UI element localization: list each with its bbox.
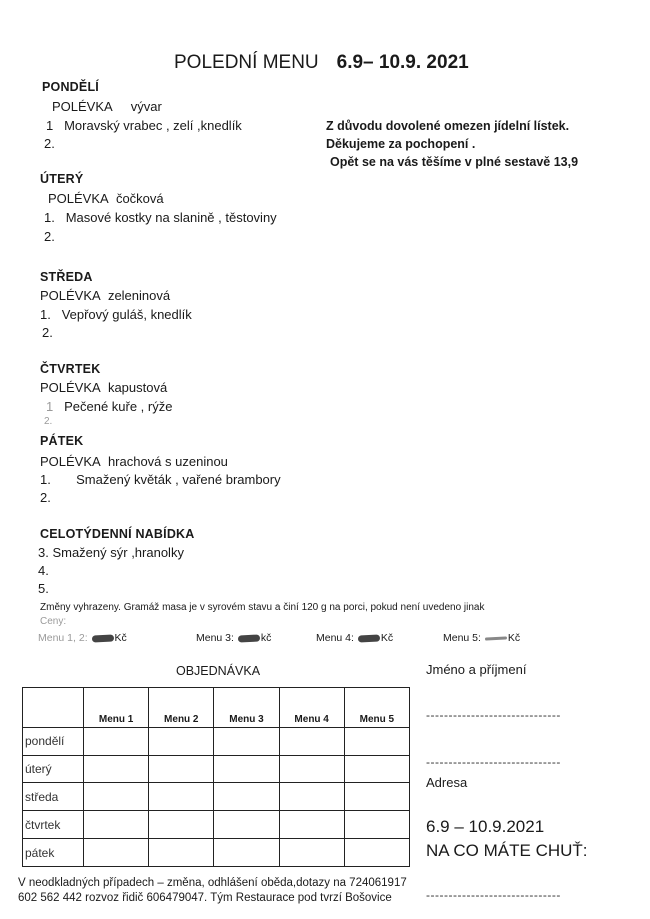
soup-label: POLÉVKA: [52, 99, 113, 114]
dish-1-monday: [46, 118, 242, 133]
price-label: Menu 4:: [316, 632, 354, 644]
price-label: Menu 1, 2:: [38, 632, 88, 644]
dish-2-thursday: 2.: [44, 416, 53, 427]
order-cell[interactable]: [344, 755, 409, 783]
soup-name: hrachová s uzeninou: [107, 454, 228, 469]
dish-1-wednesday: [40, 307, 192, 322]
price-label: Menu 5:: [443, 632, 481, 644]
dish-1-friday: [40, 472, 281, 487]
bottom-line: ------------------------------: [426, 888, 561, 902]
dish-name: Smažený květák , vařené brambory: [76, 472, 281, 487]
order-row-wednesday: [23, 783, 410, 811]
order-cell[interactable]: [214, 811, 279, 839]
order-cell[interactable]: [84, 839, 149, 867]
order-cell[interactable]: [279, 811, 344, 839]
order-table: [22, 687, 410, 867]
order-cell[interactable]: [344, 727, 409, 755]
order-cell[interactable]: [344, 839, 409, 867]
notice-line-1: Z důvodu dovolené omezen jídelní lístek.: [326, 119, 570, 133]
day-heading-friday: PÁTEK: [40, 434, 84, 448]
order-cell[interactable]: [279, 755, 344, 783]
soup-name: zeleninová: [107, 288, 171, 303]
page-title: [174, 52, 469, 74]
soup-line-tuesday: [48, 191, 164, 206]
order-cell[interactable]: [214, 755, 279, 783]
soup-line-friday: [40, 454, 228, 469]
order-col-menu-3: Menu 3: [214, 688, 279, 728]
day-heading-monday: PONDĚLÍ: [42, 80, 99, 94]
name-label: Jméno a příjmení: [426, 662, 527, 677]
order-col-menu-1: Menu 1: [84, 688, 149, 728]
dish-number: 1: [46, 118, 54, 133]
order-col-menu-4: Menu 4: [279, 688, 344, 728]
weekly-item-3: 3. Smažený sýr ,hranolky: [38, 545, 184, 560]
prices-label: Ceny:: [40, 616, 67, 627]
price-unit: kč: [260, 632, 272, 644]
order-cell[interactable]: [84, 755, 149, 783]
order-cell[interactable]: [149, 727, 214, 755]
notice-line-3: Opět se na vás těšíme v plné sestavě 13,9: [330, 155, 579, 169]
dish-1-tuesday: [44, 210, 277, 225]
dish-name: Moravský vrabec , zelí ,knedlík: [64, 118, 242, 133]
dish-name: Pečené kuře , rýže: [64, 399, 173, 414]
slogan: NA CO MÁTE CHUŤ:: [426, 841, 588, 860]
dish-2-friday: 2.: [40, 490, 51, 505]
dish-2-monday: 2.: [44, 136, 55, 151]
order-col-menu-5: Menu 5: [344, 688, 409, 728]
dish-2-wednesday: 2.: [42, 325, 53, 340]
dish-number: 1: [46, 399, 54, 414]
name-line[interactable]: ------------------------------: [426, 708, 561, 722]
soup-name: vývar: [130, 99, 162, 114]
order-row-label: úterý: [23, 755, 84, 783]
soup-line-thursday: [40, 380, 167, 395]
order-cell[interactable]: [214, 727, 279, 755]
redacted-price: [91, 634, 113, 642]
redacted-price: [485, 636, 507, 640]
day-heading-thursday: ČTVRTEK: [40, 362, 101, 376]
order-corner-cell: [23, 688, 84, 728]
order-row-thursday: [23, 811, 410, 839]
price-menu-4: [316, 632, 393, 644]
order-title: OBJEDNÁVKA: [176, 664, 261, 678]
price-unit: Kč: [507, 632, 521, 644]
menu-title: POLEDNÍ MENU: [174, 52, 319, 73]
order-cell[interactable]: [84, 727, 149, 755]
order-cell[interactable]: [279, 727, 344, 755]
order-cell[interactable]: [84, 811, 149, 839]
dish-number: 1.: [40, 472, 51, 487]
order-row-friday: [23, 839, 410, 867]
weekly-heading: CELOTÝDENNÍ NABÍDKA: [40, 527, 195, 541]
order-cell[interactable]: [149, 755, 214, 783]
day-heading-tuesday: ÚTERÝ: [40, 172, 84, 186]
order-row-label: pátek: [23, 839, 84, 867]
order-cell[interactable]: [149, 839, 214, 867]
dish-name: Masové kostky na slanině , těstoviny: [65, 210, 277, 225]
price-unit: Kč: [114, 632, 127, 644]
address-label: Adresa: [426, 775, 468, 790]
order-row-monday: [23, 727, 410, 755]
order-cell[interactable]: [344, 783, 409, 811]
order-cell[interactable]: [149, 811, 214, 839]
weekly-item-4: 4.: [38, 563, 49, 578]
order-header-row: [23, 688, 410, 728]
contact-line-1: V neodkladných případech – změna, odhlášení oběda,dotazy na 724061917: [18, 877, 407, 889]
soup-name: čočková: [115, 191, 164, 206]
soup-label: POLÉVKA: [40, 454, 101, 469]
redacted-price: [358, 634, 380, 642]
dish-number: 1.: [40, 307, 51, 322]
contact-line-2: 602 562 442 rozvoz řidič 606479047. Tým Restaurace pod tvrzí Bošovice: [18, 892, 392, 904]
order-cell[interactable]: [149, 783, 214, 811]
order-cell[interactable]: [214, 839, 279, 867]
menu-dates: 6.9– 10.9. 2021: [336, 52, 469, 73]
order-cell[interactable]: [279, 839, 344, 867]
order-row-label: středa: [23, 783, 84, 811]
soup-line-wednesday: [40, 288, 170, 303]
order-cell[interactable]: [84, 783, 149, 811]
soup-name: kapustová: [107, 380, 168, 395]
soup-label: POLÉVKA: [40, 288, 101, 303]
order-col-menu-2: Menu 2: [149, 688, 214, 728]
address-line[interactable]: ------------------------------: [426, 755, 561, 769]
dish-number: 1.: [44, 210, 55, 225]
price-menu-5: [443, 632, 520, 644]
order-cell[interactable]: [279, 783, 344, 811]
redacted-price: [238, 634, 260, 642]
order-row-label: čtvrtek: [23, 811, 84, 839]
day-heading-wednesday: STŘEDA: [40, 270, 93, 284]
dish-2-tuesday: 2.: [44, 229, 55, 244]
soup-line-monday: [52, 99, 162, 114]
soup-label: POLÉVKA: [48, 191, 109, 206]
price-label: Menu 3:: [196, 632, 234, 644]
soup-label: POLÉVKA: [40, 380, 101, 395]
changes-note: Změny vyhrazeny. Gramáž masa je v syrovém stavu a činí 120 g na porci, pokud není uvedeno jinak: [40, 602, 485, 613]
dish-1-thursday: [46, 399, 172, 414]
weekly-item-5: 5.: [38, 581, 49, 596]
right-dates: 6.9 – 10.9.2021: [426, 817, 545, 836]
dish-name: Vepřový guláš, knedlík: [61, 307, 192, 322]
order-cell[interactable]: [214, 783, 279, 811]
price-menu-1-2: [38, 632, 127, 644]
notice-line-2: Děkujeme za pochopení .: [326, 137, 476, 151]
order-cell[interactable]: [344, 811, 409, 839]
order-row-label: pondělí: [23, 727, 84, 755]
order-row-tuesday: [23, 755, 410, 783]
price-menu-3: [196, 632, 271, 644]
price-unit: Kč: [380, 632, 394, 644]
